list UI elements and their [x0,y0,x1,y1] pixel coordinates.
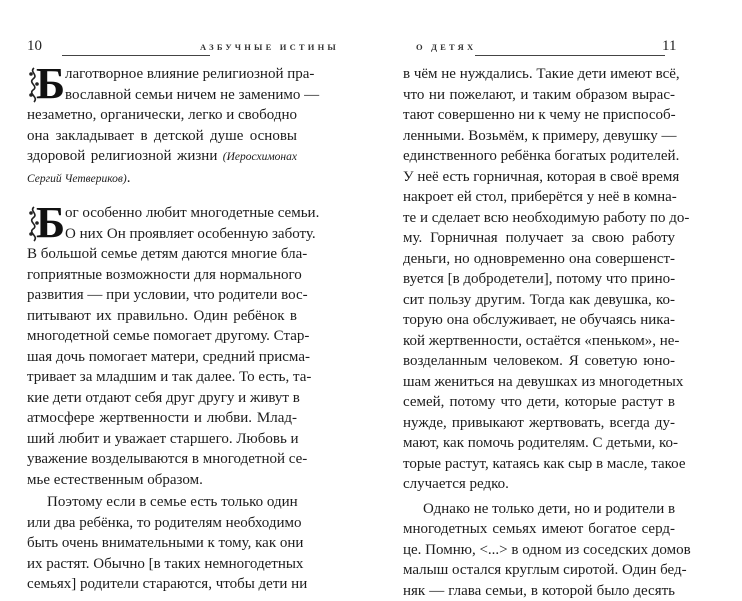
text-line: ший любит и уважает старшего. Любовь и [27,429,297,450]
text-line: кие дети отдают себя друг другу и живут в [27,388,297,409]
text-line: деньги, но одновременно она совершенст- [403,249,675,270]
text-line: быть очень внимательными к тому, как они [27,533,297,554]
text-line: нужде, привыкают жертвовать, всегда ду- [403,413,675,434]
text-line: семей, потому что дети, которые растут в [403,392,675,413]
text-line: торую она обслуживает, не обучаясь ника- [403,310,675,331]
text-line: развития — при условии, что родители вос- [27,285,297,306]
paragraph [27,64,297,189]
text-line: В большой семье детям даются многие бла- [27,244,297,265]
text-line: в чём не нуждались. Такие дети имеют всё, [403,64,675,85]
text-line: Поэтому если в семье есть только один [27,492,297,513]
paragraph [27,492,297,595]
text-line: те и сделает всю необходимую работу по до- [403,208,675,229]
text-line [27,168,297,190]
text-line: Однако не только дети, но и родители в [403,499,675,520]
text-line [27,146,297,168]
text-line: вуется [в добродетели], потому что прино- [403,269,675,290]
left-page [0,0,371,540]
paragraph-gap [27,189,297,203]
text-line: О них Он проявляет особенную заботу. [27,224,297,245]
text-line: лаготворное влияние религиозной пра- [27,64,297,85]
text-line: няк — глава семьи, в которой было десять [403,581,675,601]
text-line: многодетной семье помогает другому. Стар- [27,326,297,347]
header-rule [475,55,665,56]
attribution: Сергий Четвериков) [27,173,127,185]
body-text [27,64,297,595]
text-line: шам жениться на девушках из многодетных [403,372,675,393]
text-line: кой жертвенности, остаётся «пеньком», не- [403,331,675,352]
text-line: му. Горничная получает за свою работу [403,228,675,249]
text-line: многодетных семьях имеют богатое серд- [403,519,675,540]
text-line: торые растут, катаясь как сыр в масле, такое [403,454,675,475]
text-line: накроет ей стол, приберётся у неё в комна- [403,187,675,208]
dropcap-letter: Б [36,62,65,106]
text-line: У неё есть горничная, которая в своё время [403,167,675,188]
text-line: незаметно, органически, легко и свободно [27,105,297,126]
running-title: АЗБУЧНЫЕ ИСТИНЫ [200,42,339,52]
text-line: возделанным человеком. Я советую юно- [403,351,675,372]
text-line: питывают их правильно. Один ребёнок в [27,306,297,327]
paragraph [403,64,675,495]
text-line: мают, как помочь родителям. С детьми, ко- [403,433,675,454]
text-line: мье естественным образом. [27,470,297,491]
text-line: вославной семьи ничем не заменимо — [27,85,297,106]
text-line: или два ребёнка, то родителям необходимо [27,513,297,534]
text-line: це. Помню, <...> в одном из соседских домов [403,540,675,561]
text-line: тают совершенно ни к чему не приспособ- [403,105,675,126]
body-text [403,64,675,601]
text-line: уважение возделываются в многодетной се- [27,449,297,470]
header-rule [62,55,210,56]
text-line: семьях] родители стараются, чтобы дети ни [27,574,297,595]
text-line: их растят. Обычно [в таких немногодетных [27,554,297,575]
text-line: случается редко. [403,474,675,495]
ornamental-dropcap [27,205,61,243]
text-line: что ни пожелают, и таким образом вырас- [403,85,675,106]
dropcap-letter: Б [36,201,65,245]
text-span: . [127,170,131,186]
paragraph [403,499,675,601]
page-number: 10 [27,38,42,55]
text-line: атмосфере жертвенности и любви. Млад- [27,408,297,429]
text-line: тривает за младшим и так далее. То есть, та- [27,367,297,388]
page-number: 11 [662,38,676,55]
paragraph [27,203,297,490]
attribution: (Иеросхимонах [223,151,297,163]
text-line: ленными. Возьмём, к примеру, девушку — [403,126,675,147]
text-line: сит пользу другим. Тогда как девушка, ко- [403,290,675,311]
text-line: она закладывает в детской душе основы [27,126,297,147]
ornamental-dropcap [27,66,61,104]
text-line: единственного ребёнка богатых родителей. [403,146,675,167]
text-line: ог особенно любит многодетные семьи. [27,203,297,224]
right-page [371,0,742,540]
running-title: О ДЕТЯХ [416,42,476,52]
text-span: здоровой религиозной жизни [27,148,217,164]
text-line: шая дочь помогает матери, средний присма- [27,347,297,368]
text-line: гоприятные возможности для нормального [27,265,297,286]
text-line: малыш остался круглым сиротой. Один бед- [403,560,675,581]
